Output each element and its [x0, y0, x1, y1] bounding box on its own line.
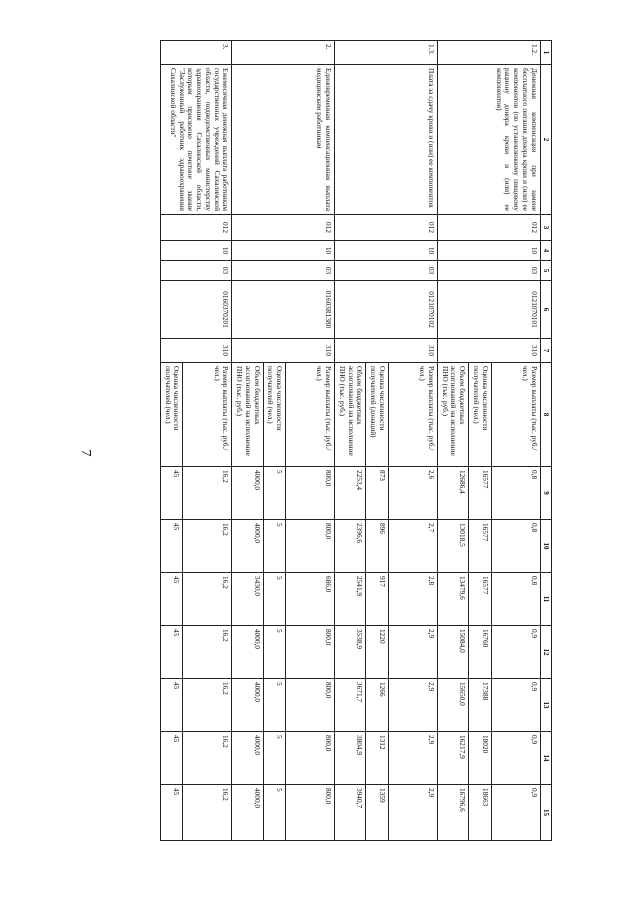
value-cell: 1266	[366, 679, 389, 732]
value-cell: 17388	[469, 679, 492, 732]
value-cell: 4000,0	[232, 732, 263, 785]
header-cell: 14	[540, 732, 551, 785]
payment-name: Единовременная компенсационная выплата медицинским работникам	[232, 65, 335, 215]
header-cell: 9	[540, 467, 551, 520]
header-cell: 8	[540, 363, 551, 467]
value-cell: 800,0	[286, 467, 335, 520]
row-number: 3.	[160, 41, 232, 65]
table-row	[286, 41, 335, 841]
value-cell: 4000,0	[232, 626, 263, 679]
page-number: 7	[78, 449, 93, 457]
value-cell: 4000,0	[232, 679, 263, 732]
value-cell: 2,6	[388, 467, 437, 520]
value-cell: 5	[263, 785, 286, 841]
payment-name: Денежная компенсация при замене бесплатного питания донора крови и (или) ее компонентов (по установленному пищевому рациону донора крови и (или) ее компонентов)	[437, 65, 540, 215]
indicator-label: Размер выплаты (тыс. руб./чел.)	[388, 363, 437, 467]
value-cell: 0,9	[491, 732, 540, 785]
value-cell: 1312	[366, 732, 389, 785]
value-cell: 0,9	[491, 679, 540, 732]
value-cell: 800,0	[286, 679, 335, 732]
code-ministry: 012	[232, 215, 335, 241]
value-cell: 45	[160, 573, 183, 626]
value-cell: 12686,4	[437, 467, 468, 520]
value-cell: 5	[263, 467, 286, 520]
row-number: 1.3.	[335, 41, 438, 65]
code-target-article: 0121070102	[335, 281, 438, 339]
value-cell: 2,9	[388, 679, 437, 732]
header-cell: 4	[540, 241, 551, 261]
value-cell: 18663	[469, 785, 492, 841]
header-cell: 5	[540, 261, 551, 281]
code-expense-type: 310	[437, 339, 540, 363]
value-cell: 16577	[469, 573, 492, 626]
row-number: 1.2.	[437, 41, 540, 65]
code-expense-type: 310	[335, 339, 438, 363]
value-cell: 4000,0	[232, 520, 263, 573]
indicator-label: Объем бюджетных ассигнований на исполнение ПНО (тыс. руб.)	[232, 363, 263, 467]
value-cell: 2,8	[388, 573, 437, 626]
value-cell: 16,2	[183, 679, 232, 732]
code-section: 10	[437, 241, 540, 261]
code-target-article: 0121070101	[437, 281, 540, 339]
value-cell: 16796,6	[437, 785, 468, 841]
value-cell: 2,9	[388, 732, 437, 785]
payment-name: Ежемесячная денежная выплата работникам государственных учреждений Сахалинской области, подведомственных министерству здравоохранения Сахалинской области, которым присвоено почетное звание "Заслуженный работник здравоохранения Сахалинской области"	[160, 65, 232, 215]
indicator-label: Оценка численности получателей (чел.)	[469, 363, 492, 467]
indicator-label: Оценка численности получателей (чел.)	[263, 363, 286, 467]
indicator-label: Оценка численности получателей (чел.)	[160, 363, 183, 467]
value-cell: 16577	[469, 520, 492, 573]
value-cell: 4000,0	[232, 785, 263, 841]
value-cell: 3430,0	[232, 573, 263, 626]
value-cell: 800,0	[286, 785, 335, 841]
value-cell: 0,8	[491, 467, 540, 520]
value-cell: 800,0	[286, 520, 335, 573]
pno-table	[160, 40, 552, 841]
value-cell: 15084,0	[437, 626, 468, 679]
value-cell: 45	[160, 626, 183, 679]
code-target-article: 01603R1380	[232, 281, 335, 339]
value-cell: 800,0	[286, 626, 335, 679]
value-cell: 2541,9	[335, 573, 366, 626]
value-cell: 16,2	[183, 732, 232, 785]
value-cell: 3940,7	[335, 785, 366, 841]
header-cell: 2	[540, 65, 551, 215]
value-cell: 5	[263, 626, 286, 679]
value-cell: 18020	[469, 732, 492, 785]
value-cell: 0,9	[491, 785, 540, 841]
indicator-label: Объем бюджетных ассигнований на исполнение ПНО (тыс. руб.)	[437, 363, 468, 467]
header-cell: 3	[540, 215, 551, 241]
row-number: 2.	[232, 41, 335, 65]
value-cell: 16,2	[183, 785, 232, 841]
value-cell: 0,8	[491, 520, 540, 573]
value-cell: 2,9	[388, 626, 437, 679]
value-cell: 896	[366, 520, 389, 573]
value-cell: 5	[263, 679, 286, 732]
value-cell: 2253,4	[335, 467, 366, 520]
indicator-label: Размер выплаты (тыс. руб./чел.)	[183, 363, 232, 467]
value-cell: 13018,5	[437, 520, 468, 573]
value-cell: 5	[263, 573, 286, 626]
code-section: 10	[335, 241, 438, 261]
code-ministry: 012	[437, 215, 540, 241]
value-cell: 5	[263, 520, 286, 573]
value-cell: 0,8	[491, 573, 540, 626]
header-cell: 15	[540, 785, 551, 841]
value-cell: 16,2	[183, 520, 232, 573]
value-cell: 2,9	[388, 785, 437, 841]
value-cell: 800,0	[286, 732, 335, 785]
code-ministry: 012	[160, 215, 232, 241]
code-section: 10	[232, 241, 335, 261]
value-cell: 45	[160, 785, 183, 841]
header-cell: 13	[540, 679, 551, 732]
value-cell: 2396,6	[335, 520, 366, 573]
value-cell: 3671,7	[335, 679, 366, 732]
code-expense-type: 310	[232, 339, 335, 363]
code-subsection: 03	[437, 261, 540, 281]
value-cell: 917	[366, 573, 389, 626]
value-cell: 13479,6	[437, 573, 468, 626]
value-cell: 1359	[366, 785, 389, 841]
code-expense-type: 310	[160, 339, 232, 363]
value-cell: 45	[160, 467, 183, 520]
header-cell: 6	[540, 281, 551, 339]
value-cell: 2,7	[388, 520, 437, 573]
header-cell: 7	[540, 339, 551, 363]
code-ministry: 012	[335, 215, 438, 241]
table-row	[388, 41, 437, 841]
value-cell: 873	[366, 467, 389, 520]
value-cell: 3804,9	[335, 732, 366, 785]
indicator-label: Объем бюджетных ассигнований на исполнение ПНО (тыс. руб.)	[335, 363, 366, 467]
value-cell: 0,9	[491, 626, 540, 679]
indicator-label: Размер выплаты (тыс. руб./чел.)	[491, 363, 540, 467]
value-cell: 3538,9	[335, 626, 366, 679]
value-cell: 45	[160, 520, 183, 573]
code-section: 10	[160, 241, 232, 261]
payment-name: Плата за сдачу крови и (или) ее компонентов	[335, 65, 438, 215]
header-cell: 10	[540, 520, 551, 573]
value-cell: 15650,0	[437, 679, 468, 732]
value-cell: 16,2	[183, 626, 232, 679]
header-cell: 11	[540, 573, 551, 626]
header-row	[540, 41, 551, 841]
value-cell: 686,0	[286, 573, 335, 626]
value-cell: 16577	[469, 467, 492, 520]
code-subsection: 03	[335, 261, 438, 281]
table-row	[183, 41, 232, 841]
table-row	[491, 41, 540, 841]
value-cell: 16760	[469, 626, 492, 679]
code-subsection: 03	[160, 261, 232, 281]
indicator-label: Оценка численности получателей (донаций)	[366, 363, 389, 467]
value-cell: 45	[160, 679, 183, 732]
value-cell: 1220	[366, 626, 389, 679]
value-cell: 45	[160, 732, 183, 785]
header-cell: 1	[540, 41, 551, 65]
code-target-article: 0160370201	[160, 281, 232, 339]
value-cell: 16,2	[183, 573, 232, 626]
value-cell: 5	[263, 732, 286, 785]
indicator-label: Размер выплаты (тыс. руб./чел.)	[286, 363, 335, 467]
rotated-page	[56, 0, 570, 905]
value-cell: 16217,9	[437, 732, 468, 785]
header-cell: 12	[540, 626, 551, 679]
code-subsection: 03	[232, 261, 335, 281]
value-cell: 16,2	[183, 467, 232, 520]
value-cell: 4000,0	[232, 467, 263, 520]
